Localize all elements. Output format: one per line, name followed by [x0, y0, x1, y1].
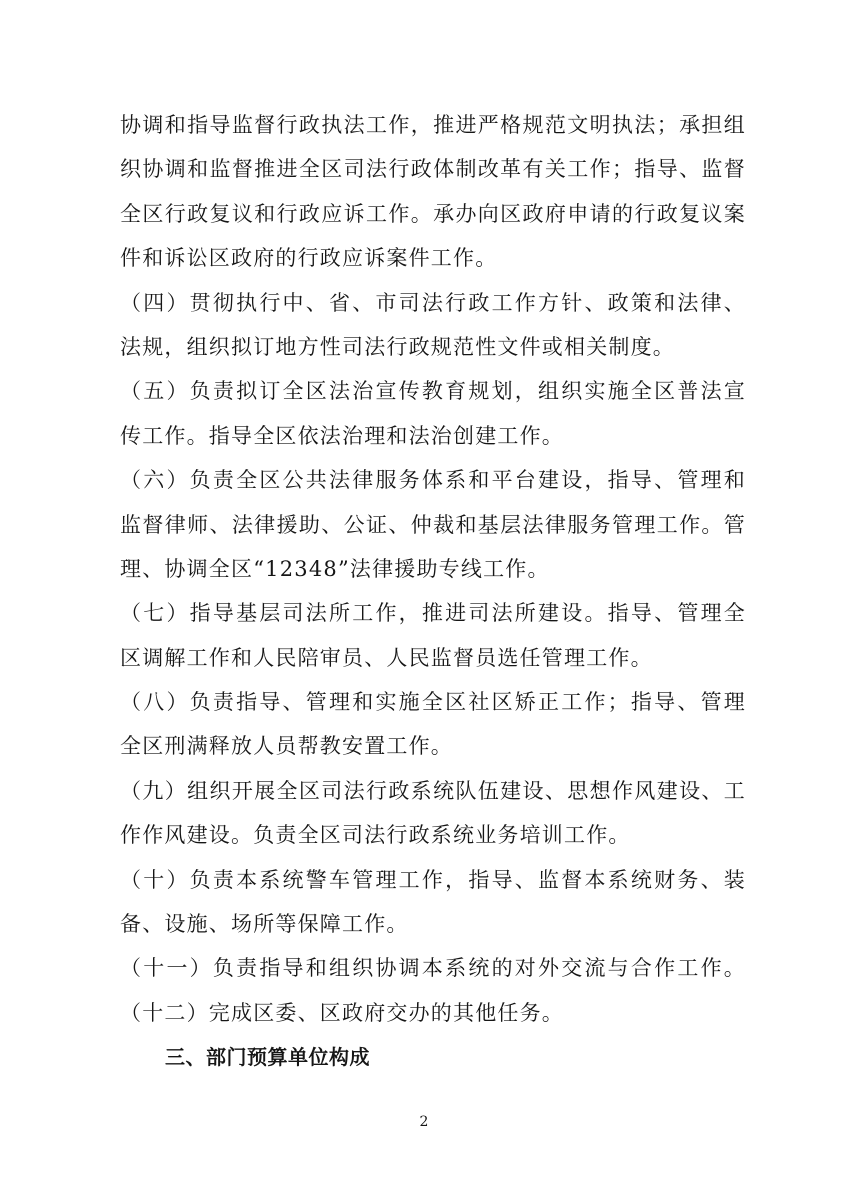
text-line: 作作风建设。负责全区司法行政系统业务培训工作。 — [120, 823, 631, 848]
text-line: （五）负责拟订全区法治宣传教育规划，组织实施全区普法宣 — [120, 379, 746, 404]
text-line: 全区行政复议和行政应诉工作。承办向区政府申请的行政复议案 — [120, 201, 746, 226]
text-line: （六）负责全区公共法律服务体系和平台建设，指导、管理和 — [120, 468, 746, 493]
text-line: 协调和指导监督行政执法工作，推进严格规范文明执法；承担组 — [120, 113, 746, 137]
paragraph-item-9 — [120, 769, 746, 858]
text-line: 区调解工作和人民陪审员、人民监督员选任管理工作。 — [120, 645, 653, 670]
text-line: （十）负责本系统警车管理工作，指导、监督本系统财务、装 — [120, 867, 746, 892]
text-line: （九）组织开展全区司法行政系统队伍建设、思想作风建设、工 — [120, 778, 746, 803]
text-line: 监督律师、法律援助、公证、仲裁和基层法律服务管理工作。管 — [120, 512, 746, 537]
text-line: 传工作。指导全区依法治理和法治创建工作。 — [120, 423, 564, 448]
text-line: 法规，组织拟订地方性司法行政规范性文件或相关制度。 — [120, 334, 675, 359]
paragraph-duties-continued — [120, 103, 746, 281]
text-line: （十一）负责指导和组织协调本系统的对外交流与合作工作。 — [120, 956, 746, 981]
paragraph-item-7 — [120, 591, 746, 680]
section-heading: 三、部门预算单位构成 — [165, 1045, 370, 1070]
text-line: （四）贯彻执行中、省、市司法行政工作方针、政策和法律、 — [120, 290, 746, 315]
text-line: 件和诉讼区政府的行政应诉案件工作。 — [120, 246, 498, 271]
paragraph-item-4 — [120, 281, 746, 370]
text-line: 织协调和监督推进全区司法行政体制改革有关工作；指导、监督 — [120, 157, 746, 182]
text-line: 全区刑满释放人员帮教安置工作。 — [120, 734, 453, 759]
paragraph-item-10 — [120, 858, 746, 947]
text-line: 备、设施、场所等保障工作。 — [120, 912, 409, 937]
body-text — [120, 103, 746, 1080]
text-line: 理、协调全区“12348”法律援助专线工作。 — [120, 556, 550, 581]
text-line: （十二）完成区委、区政府交办的其他任务。 — [120, 1000, 564, 1025]
paragraph-item-8 — [120, 680, 746, 769]
text-line: （七）指导基层司法所工作，推进司法所建设。指导、管理全 — [120, 601, 746, 626]
page-number: 2 — [419, 1114, 429, 1130]
paragraph-item-5 — [120, 369, 746, 458]
paragraph-item-6 — [120, 458, 746, 591]
paragraph-item-12 — [120, 991, 746, 1035]
paragraph-item-11 — [120, 946, 746, 990]
text-line: （八）负责指导、管理和实施全区社区矫正工作；指导、管理 — [120, 690, 746, 715]
